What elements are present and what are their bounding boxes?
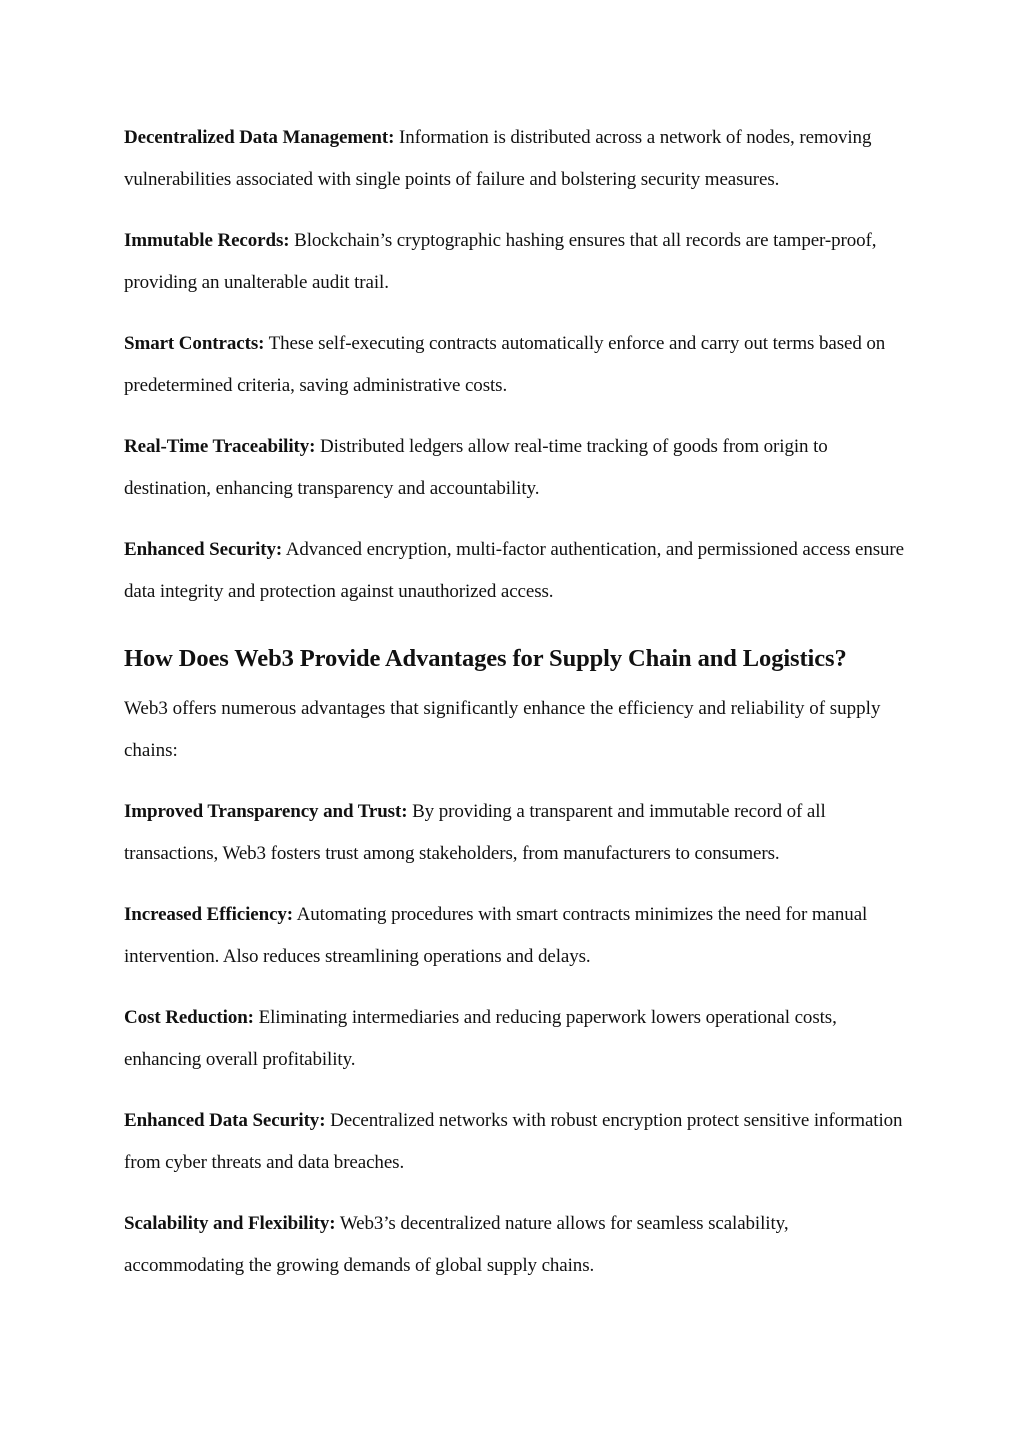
feature-term: Smart Contracts: [124,333,265,354]
advantage-paragraph-transparency-trust [124,791,904,874]
feature-text: Information is distributed across a network of nodes, removing vulnerabilities associated with single points of failure and bolstering security measures. [124,127,872,190]
advantage-text: Web3’s decentralized nature allows for seamless scalability, accommodating the growing demands of global supply chains. [124,1213,789,1276]
document-page [124,117,904,1306]
advantage-paragraph-cost-reduction [124,997,904,1080]
feature-text: Advanced encryption, multi-factor authentication, and permissioned access ensure data integrity and protection against unauthorized access. [124,539,904,602]
feature-term: Immutable Records: [124,230,290,251]
feature-paragraph-real-time-traceability [124,426,904,509]
feature-text: Distributed ledgers allow real-time tracking of goods from origin to destination, enhancing transparency and accountability. [124,436,828,499]
advantage-term: Increased Efficiency: [124,904,294,925]
feature-paragraph-enhanced-security [124,529,904,612]
advantage-paragraph-data-security [124,1100,904,1183]
feature-paragraph-decentralized-data [124,117,904,200]
feature-paragraph-smart-contracts [124,323,904,406]
feature-term: Real-Time Traceability: [124,436,316,457]
feature-term: Enhanced Security: [124,539,283,560]
feature-paragraph-immutable-records [124,220,904,303]
section-heading: How Does Web3 Provide Advantages for Supply Chain and Logistics? [124,645,847,672]
advantage-text: Decentralized networks with robust encryption protect sensitive information from cyber threats and data breaches. [124,1110,903,1173]
advantage-term: Improved Transparency and Trust: [124,801,408,822]
advantage-paragraph-efficiency [124,894,904,977]
section-intro: Web3 offers numerous advantages that significantly enhance the efficiency and reliability of supply chains: [124,698,881,761]
feature-text: These self-executing contracts automatically enforce and carry out terms based on predetermined criteria, saving administrative costs. [124,333,886,396]
advantage-term: Cost Reduction: [124,1007,254,1028]
feature-text: Blockchain’s cryptographic hashing ensures that all records are tamper-proof, providing an unalterable audit trail. [124,230,877,293]
advantage-paragraph-scalability [124,1203,904,1286]
advantage-text: By providing a transparent and immutable record of all transactions, Web3 fosters trust among stakeholders, from manufacturers to consumers. [124,801,826,864]
feature-term: Decentralized Data Management: [124,127,395,148]
advantage-text: Automating procedures with smart contracts minimizes the need for manual intervention. Also reduces streamlining operations and delays. [124,904,868,967]
advantage-term: Enhanced Data Security: [124,1110,326,1131]
advantage-text: Eliminating intermediaries and reducing paperwork lowers operational costs, enhancing overall profitability. [124,1007,837,1070]
advantage-term: Scalability and Flexibility: [124,1213,336,1234]
